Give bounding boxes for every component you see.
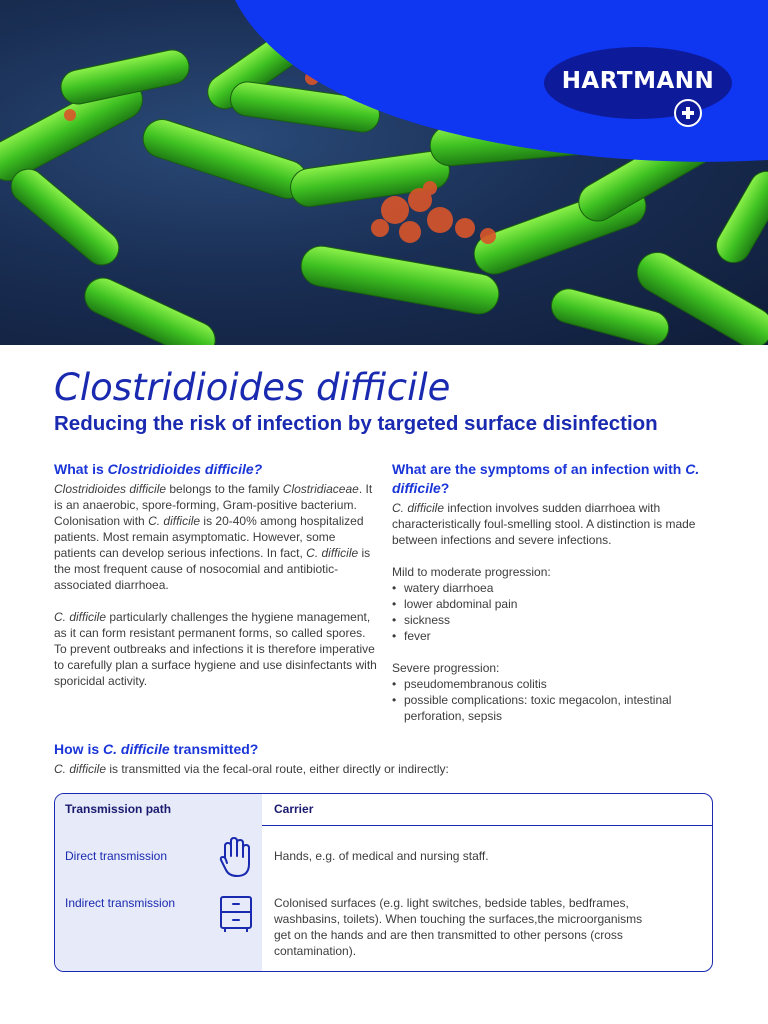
what-is-heading: What is Clostridioides difficile? xyxy=(54,461,263,477)
symptoms-heading: What are the symptoms of an infection with C. difficile? xyxy=(392,461,700,496)
list-item: • sickness xyxy=(392,612,722,628)
bedside-table-icon xyxy=(218,894,254,934)
bacteria-micrograph xyxy=(0,0,768,345)
list-item: • possible complications: toxic megacolon, intestinal perforation, sepsis xyxy=(392,692,722,724)
symptoms-section xyxy=(392,460,722,724)
brand-logo: HARTMANN xyxy=(561,68,715,94)
table-row-direct-carrier: Hands, e.g. of medical and nursing staff. xyxy=(274,849,489,863)
transmission-table xyxy=(54,793,713,972)
page-title: Clostridioides difficile xyxy=(54,366,451,409)
severe-progression-list xyxy=(392,676,722,724)
hero-image xyxy=(0,0,768,345)
symptoms-intro: C. difficile infection involves sudden diarrhoea with characteristically foul-smelling stool. A distinction is made between infections and severe infections. xyxy=(392,501,696,547)
table-header-carrier: Carrier xyxy=(274,802,314,816)
mild-progression-list xyxy=(392,580,722,644)
list-item: • pseudomembranous colitis xyxy=(392,676,722,692)
plus-cross-icon xyxy=(675,100,701,126)
list-item: • fever xyxy=(392,628,722,644)
table-header-divider xyxy=(262,825,712,826)
table-header-path: Transmission path xyxy=(65,802,172,816)
list-item: • watery diarrhoea xyxy=(392,580,722,596)
severe-progression-label: Severe progression: xyxy=(392,661,500,675)
table-path-column xyxy=(55,794,262,971)
list-item: • lower abdominal pain xyxy=(392,596,722,612)
transmission-section xyxy=(54,740,714,777)
table-row-direct-path: Direct transmission xyxy=(65,849,168,863)
hand-icon xyxy=(219,836,253,880)
transmission-intro: C. difficile is transmitted via the fecal-oral route, either directly or indirectly: xyxy=(54,762,449,776)
transmission-heading: How is C. difficile transmitted? xyxy=(54,741,259,757)
what-is-paragraph-1: Clostridioides difficile belongs to the family Clostridiaceae. It is an anaerobic, spore-forming, Gram-positive bacterium. Colonisation with C. difficile is 20-40% among hospitalized patients. Most remain asymptomatic. However, some patients can develop serious infections. In fact, C. difficile is the most frequent cause of nosocomial and antibiotic-associated diarrhoea. xyxy=(54,482,373,592)
mild-progression-label: Mild to moderate progression: xyxy=(392,565,551,579)
what-is-paragraph-2: C. difficile particularly challenges the hygiene management, as it can form resistant permanent forms, so called spores. To prevent outbreaks and infections it is therefore imperative to carefully plan a surface hygiene and use disinfectants with sporicidal activity. xyxy=(54,610,377,688)
page-subtitle: Reducing the risk of infection by targeted surface disinfection xyxy=(54,412,658,435)
table-row-indirect-path: Indirect transmission xyxy=(65,896,176,910)
table-row-indirect-carrier: Colonised surfaces (e.g. light switches, bedside tables, bedframes, washbasins, toilets). When touching the surfaces,the microorganisms get on the hands and are then transmitted to other persons (cross contamination). xyxy=(274,896,643,958)
what-is-section xyxy=(54,460,380,705)
